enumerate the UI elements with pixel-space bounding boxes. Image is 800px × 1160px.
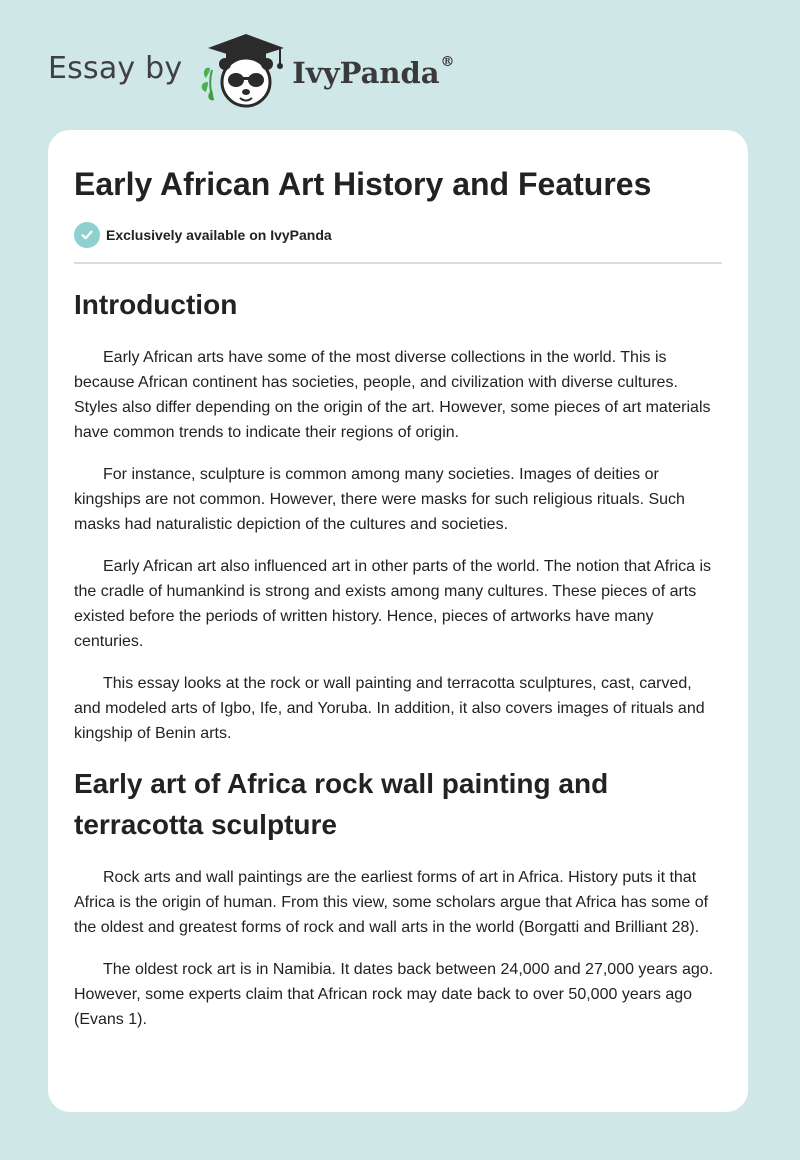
paragraph: Early African arts have some of the most diverse collections in the world. This is because African continent has societies, people, and civilization with diverse cultures. Styles also differ depending on the origin of the art. However, some pieces of art materials have common trends to indicate their regions of origin. — [74, 349, 711, 441]
section-heading: Early art of Africa rock wall painting and terracotta sculpture — [74, 768, 609, 840]
registered-mark: ® — [440, 54, 455, 70]
paragraph: This essay looks at the rock or wall painting and terracotta sculptures, cast, carved, and modeled arts of Igbo, Ife, and Yoruba. In addition, it also covers images of rituals and kingship of Benin arts. — [74, 675, 705, 742]
exclusive-badge-text: Exclusively available on IvyPanda — [106, 227, 332, 243]
paragraph: The oldest rock art is in Namibia. It dates back between 24,000 and 27,000 years ago. However, some experts claim that African rock may date back to over 50,000 years ago (Evans 1). — [74, 961, 714, 1028]
section-heading: Introduction — [74, 289, 238, 320]
site-header — [48, 30, 455, 110]
essay-by-label: Essay by — [48, 50, 183, 86]
essay-card — [48, 130, 748, 1112]
ivypanda-logo[interactable] — [196, 30, 454, 110]
panda-graduate-icon — [196, 30, 286, 110]
essay-title: Early African Art History and Features — [74, 166, 652, 202]
paragraph: Rock arts and wall paintings are the earliest forms of art in Africa. History puts it that Africa is the origin of human. From this view, some scholars argue that Africa has some of the oldest and greatest forms of rock and wall arts in the world (Borgatti and Brilliant 28). — [74, 869, 709, 936]
paragraph: For instance, sculpture is common among many societies. Images of deities or kingships are not common. However, there were masks for such religious rituals. Such masks had naturalistic depiction of the cultures and societies. — [74, 466, 685, 533]
paragraph: Early African art also influenced art in other parts of the world. The notion that Africa is the cradle of humankind is strong and exists among many cultures. These pieces of arts existed before the periods of written history. Hence, pieces of artworks have many centuries. — [74, 558, 712, 650]
exclusive-badge — [74, 222, 722, 264]
brand-name: IvyPanda® — [292, 54, 455, 90]
check-circle-icon — [74, 222, 100, 248]
